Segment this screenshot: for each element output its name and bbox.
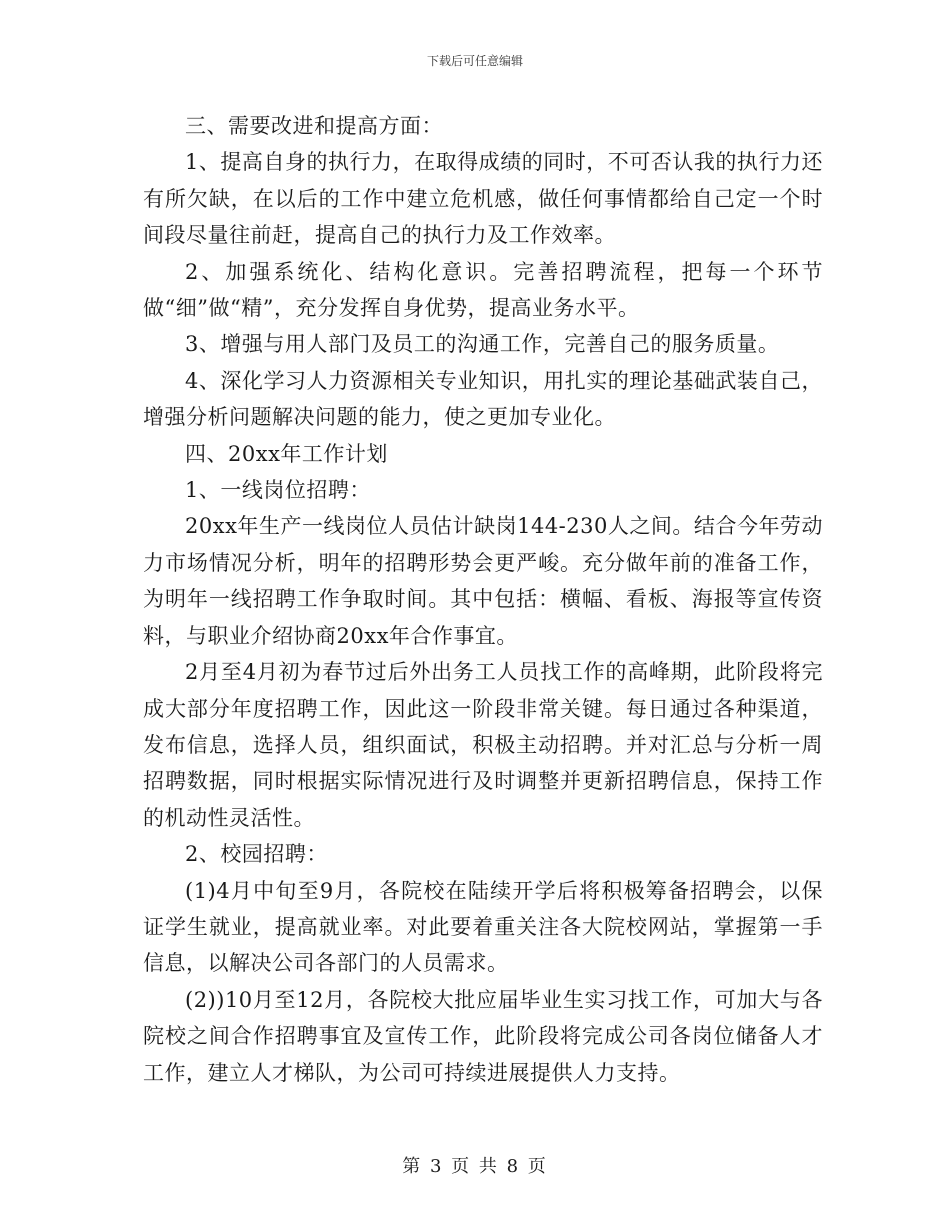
paragraph-frontline-shortage: 20xx年生产一线岗位人员估计缺岗144-230人之间。结合今年劳动力市场情况分析，明年的招聘形势会更严峻。充分做年前的准备工作，为明年一线招聘工作争取时间。其中包括：横幅、看板、海报等宣传资料，与职业介绍协商20xx年合作事宜。 (143, 514, 823, 648)
paragraph-learning: 4、深化学习人力资源相关专业知识，用扎实的理论基础武装自己，增强分析问题解决问题的能力，使之更加专业化。 (143, 368, 823, 430)
paragraph-execution: 1、提高自身的执行力，在取得成绩的同时，不可否认我的执行力还有所欠缺，在以后的工作中建立危机感，做任何事情都给自己定一个时间段尽量往前赶，提高自己的执行力及工作效率。 (143, 150, 823, 248)
subheading-frontline-recruiting: 1、一线岗位招聘： (185, 478, 371, 503)
subheading-campus-recruiting: 2、校园招聘： (185, 842, 328, 867)
section-heading-work-plan: 四、20xx年工作计划 (185, 441, 388, 466)
section-heading-improvements: 三、需要改进和提高方面： (185, 114, 443, 138)
paragraph-systematization: 2、加强系统化、结构化意识。完善招聘流程，把每一个环节做“细”做“精”，充分发挥自身优势，提高业务水平。 (143, 259, 823, 321)
paragraph-peak-season: 2月至4月初为春节过后外出务工人员找工作的高峰期，此阶段将完成大部分年度招聘工作，因此这一阶段非常关键。每日通过各种渠道，发布信息，选择人员，组织面试，积极主动招聘。并对汇总与分析一周招聘数据，同时根据实际情况进行及时调整并更新招聘信息，保持工作的机动性灵活性。 (143, 660, 823, 830)
paragraph-campus-october: (2))10月至12月，各院校大批应届毕业生实习找工作，可加大与各院校之间合作招聘事宜及宣传工作，此阶段将完成公司各岗位储备人才工作，建立人才梯队，为公司可持续进展提供人力支持。 (143, 987, 823, 1085)
download-note: 下载后可任意编辑 (426, 54, 523, 68)
page-number: 第 3 页 共 8 页 (402, 1156, 548, 1177)
paragraph-campus-april: (1)4月中旬至9月，各院校在陆续开学后将积极筹备招聘会，以保证学生就业，提高就业率。对此要着重关注各大院校网站，掌握第一手信息，以解决公司各部门的人员需求。 (143, 878, 823, 976)
document-body (143, 108, 823, 1091)
paragraph-communication: 3、增强与用人部门及员工的沟通工作，完善自己的服务质量。 (185, 332, 780, 357)
